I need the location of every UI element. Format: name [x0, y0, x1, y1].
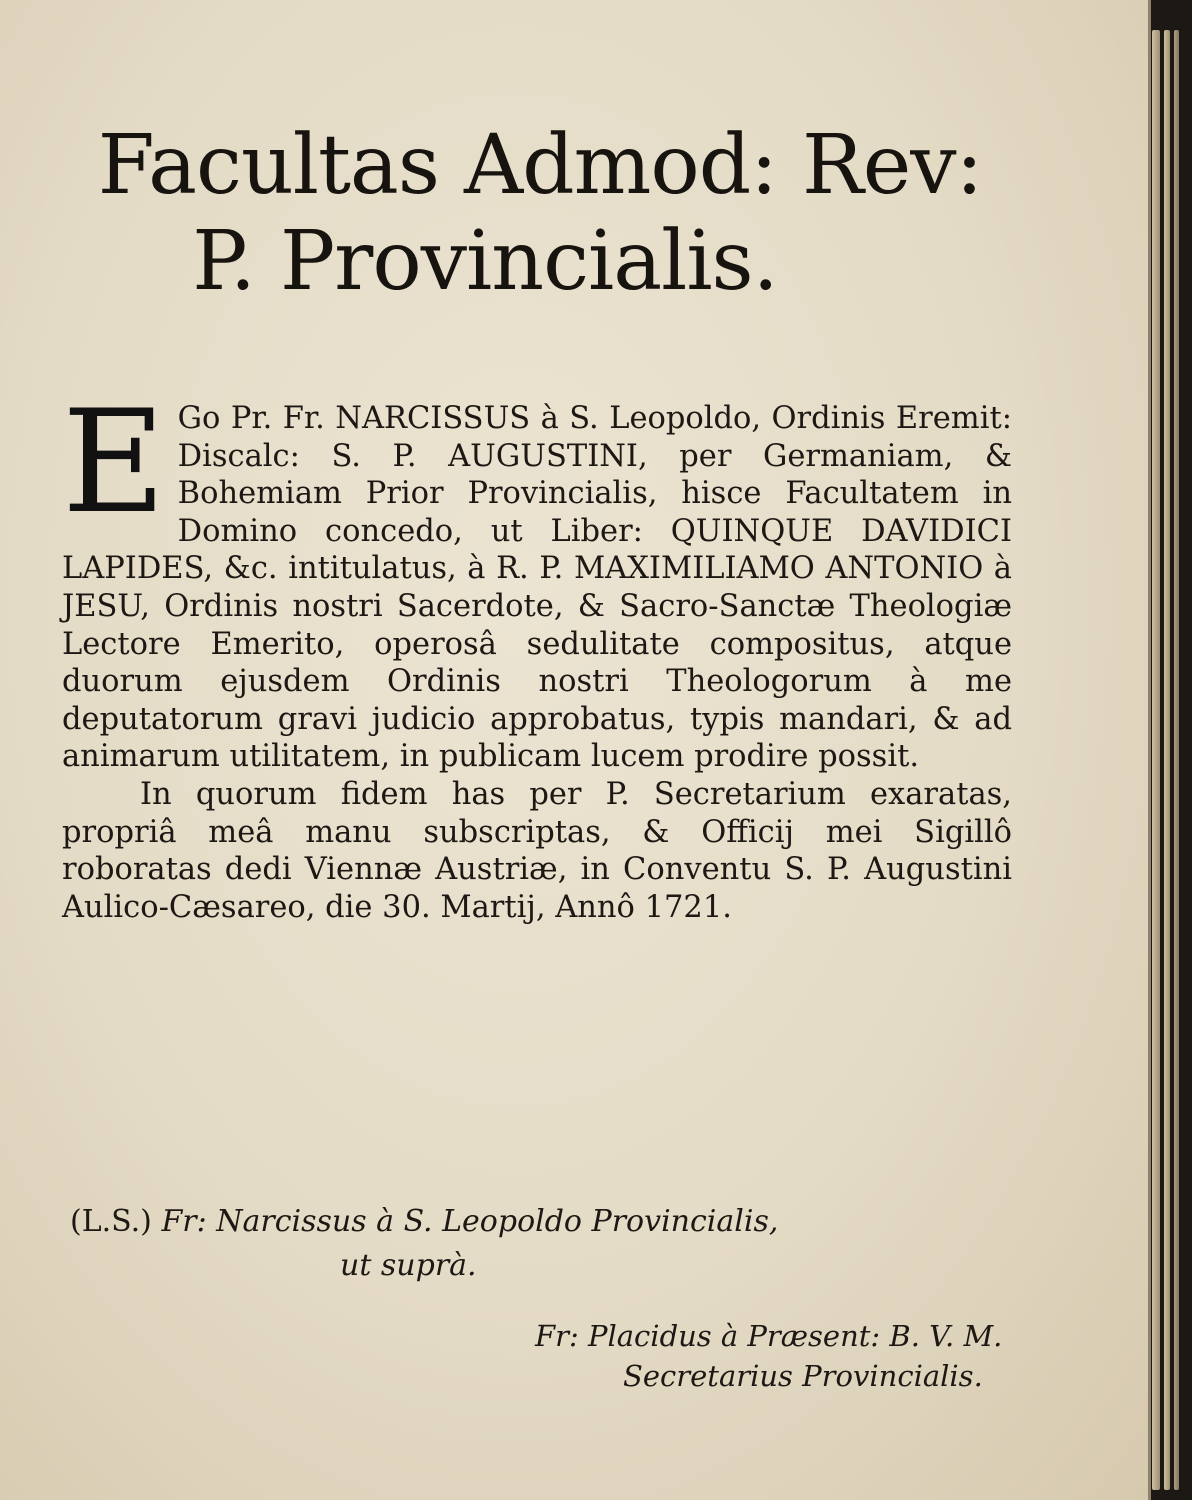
paragraph-2: In quorum fidem has per P. Secretarium exaratas, propriâ meâ manu subscriptas, & Officij mei Sigillô roboratas dedi Viennæ Austriæ, in Conventu S. P. Augustini Aulico-Cæsareo, die 30. Martij, Annô 1721.	[62, 776, 1012, 925]
drop-cap: E	[62, 380, 166, 545]
secretary-line-1: Fr: Placidus à Præsent: B. V. M.	[535, 1319, 1003, 1353]
secretary-signature	[535, 1316, 1035, 1396]
seal-signature	[70, 1200, 970, 1288]
page-edge	[1152, 30, 1160, 1490]
page-title	[60, 118, 1020, 310]
page-edge	[1164, 30, 1170, 1490]
title-line-1: Facultas Admod: Rev:	[97, 118, 983, 213]
seal-mark: (L.S.)	[70, 1204, 152, 1239]
page-edge	[1174, 30, 1179, 1490]
paragraph-1: Go Pr. Fr. NARCISSUS à S. Leopoldo, Ordinis Eremit: Discalc: S. P. AUGUSTINI, per Germaniam, & Bohemiam Prior Provincialis, hisce Facultatem in Domino concedo, ut Liber: QUINQUE DAVIDICI LAPIDES, &c. intitulatus, à R. P. MAXIMILIAMO ANTONIO à JESU, Ordinis nostri Sacerdote, & Sacro-Sanctæ Theologiæ Lectore Emerito, operosâ sedulitate compositus, atque duorum ejusdem Ordinis nostri Theologorum à me deputatorum gravi judicio approbatus, typis mandari, & ad animarum utilitatem, in publicam lucem prodire possit.	[62, 401, 1012, 775]
title-line-2: P. Provincialis.	[192, 214, 778, 309]
body-text	[62, 380, 1012, 957]
provincial-signature: Fr: Narcissus à S. Leopoldo Provincialis,	[161, 1204, 779, 1239]
secretary-line-2: Secretarius Provincialis.	[623, 1359, 983, 1393]
ut-supra: ut suprà.	[340, 1248, 477, 1283]
